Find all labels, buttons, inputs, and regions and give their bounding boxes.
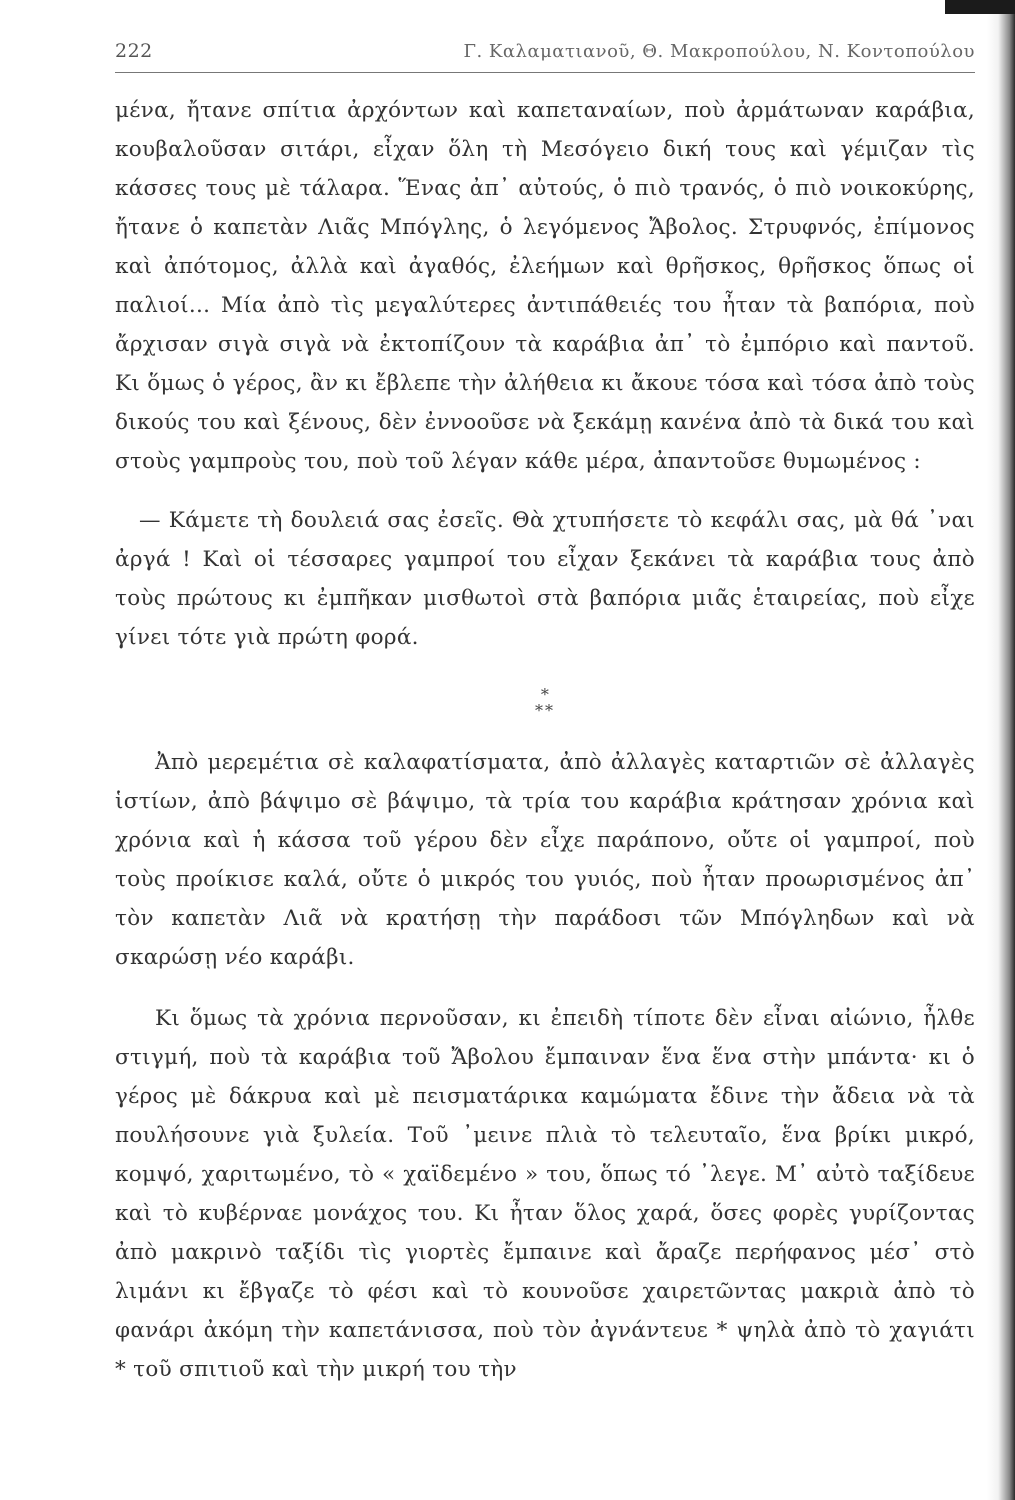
- body-text: [115, 91, 975, 1389]
- separator-asterisk-top: *: [540, 685, 550, 704]
- page-header: [115, 40, 975, 73]
- paragraph-4: Κι ὅμως τὰ χρόνια περνοῦσαν, κι ἐπειδὴ τίποτε δὲν εἶναι αἰώνιο, ἦλθε στιγμή, ποὺ τὰ καράβια τοῦ Ἄβολου ἔμπαιναν ἕνα ἕνα στὴν μπάντα· κι ὁ γέρος μὲ δάκρυα καὶ μὲ πεισματάρικα καμώματα ἔδινε τὴν ἄδεια νὰ τὰ πουλήσουνε γιὰ ξυλεία. Τοῦ ᾽μεινε πλιὰ τὸ τελευταῖο, ἕνα βρίκι μικρό, κομψό, χαριτωμένο, τὸ « χαϊδεμένο » του, ὅπως τό ᾽λεγε. Μ᾽ αὐτὸ ταξίδευε καὶ τὸ κυβέρναε μονάχος του. Κι ἦταν ὅλος χαρά, ὅσες φορὲς γυρίζοντας ἀπὸ μακρινὸ ταξίδι τὶς γιορτὲς ἔμπαινε καὶ ἄραζε περήφανος μέσ᾽ στὸ λιμάνι κι ἔβγαζε τὸ φέσι καὶ τὸ κουνοῦσε χαιρετῶντας μακριὰ ἀπὸ τὸ φανάρι ἀκόμη τὴν καπετάνισσα, ποὺ τὸν ἀγνάντευε * ψηλὰ ἀπὸ τὸ χαγιάτι * τοῦ σπιτιοῦ καὶ τὴν μικρή του τὴν: [115, 1006, 975, 1382]
- paragraph-1: μένα, ἤτανε σπίτια ἀρχόντων καὶ καπεταναίων, ποὺ ἀρμάτωναν καράβια, κουβαλοῦσαν σιτάρι, εἶχαν ὅλη τὴ Μεσόγειο δική τους καὶ γέμιζαν τὶς κάσσες τους μὲ τάλαρα. Ἕνας ἀπ᾽ αὐτούς, ὁ πιὸ τρανός, ὁ πιὸ νοικοκύρης, ἤτανε ὁ καπετὰν Λιᾶς Μπόγλης, ὁ λεγόμενος Ἄβολος. Στρυφνός, ἐπίμονος καὶ ἀπότομος, ἀλλὰ καὶ ἀγαθός, ἐλεήμων καὶ θρῆσκος, θρῆσκος ὅπως οἱ παλιοί... Μία ἀπὸ τὶς μεγαλύτερες ἀντιπάθειές του ἦταν τὰ βαπόρια, ποὺ ἄρχισαν σιγὰ σιγὰ νὰ ἐκτοπίζουν τὰ καράβια ἀπ᾽ τὸ ἐμπόριο καὶ παντοῦ. Κι ὅμως ὁ γέρος, ἂν κι ἔβλεπε τὴν ἀλήθεια κι ἄκουε τόσα καὶ τόσα ἀπὸ τοὺς δικούς του καὶ ξένους, δὲν ἐννοοῦσε νὰ ξεκάμῃ κανένα ἀπὸ τὰ δικά του καὶ στοὺς γαμπροὺς του, ποὺ τοῦ λέγαν κάθε μέρα, ἀπαντοῦσε θυμωμένος :: [115, 98, 975, 474]
- book-page: [115, 40, 975, 1389]
- running-head: Γ. Καλαματιανοῦ, Θ. Μακροπούλου, Ν. Κοντοπούλου: [463, 41, 975, 62]
- scan-corner-mark: [945, 0, 1015, 14]
- section-separator: [115, 687, 975, 719]
- paragraph-3: Ἀπὸ μερεμέτια σὲ καλαφατίσματα, ἀπὸ ἀλλαγὲς καταρτιῶν σὲ ἀλλαγὲς ἱστίων, ἀπὸ βάψιμο σὲ βάψιμο, τὰ τρία του καράβια κράτησαν χρόνια καὶ χρόνια καὶ ἡ κάσσα τοῦ γέρου δὲν εἶχε παράπονο, οὔτε οἱ γαμπροί, ποὺ τοὺς προίκισε καλά, οὔτε ὁ μικρός του γυιός, ποὺ ἦταν προωρισμένος ἀπ᾽ τὸν καπετὰν Λιᾶ νὰ κρατήσῃ τὴν παράδοσι τῶν Μπόγληδων καὶ νὰ σκαρώσῃ νέο καράβι.: [115, 750, 975, 970]
- separator-asterisk-bottom: **: [535, 701, 555, 720]
- paragraph-dialogue: — Κάμετε τὴ δουλειά σας ἐσεῖς. Θὰ χτυπήσετε τὸ κεφάλι σας, μὰ θά ᾽ναι ἀργά ! Καὶ οἱ τέσσαρες γαμπροί του εἶχαν ξεκάνει τὰ καράβια τους ἀπὸ τοὺς πρώτους κι ἐμπῆκαν μισθωτοὶ στὰ βαπόρια μιᾶς ἑταιρείας, ποὺ εἶχε γίνει τότε γιὰ πρώτη φορά.: [115, 508, 975, 650]
- page-number: 222: [115, 40, 153, 62]
- scan-edge-shadow: [987, 0, 1015, 1500]
